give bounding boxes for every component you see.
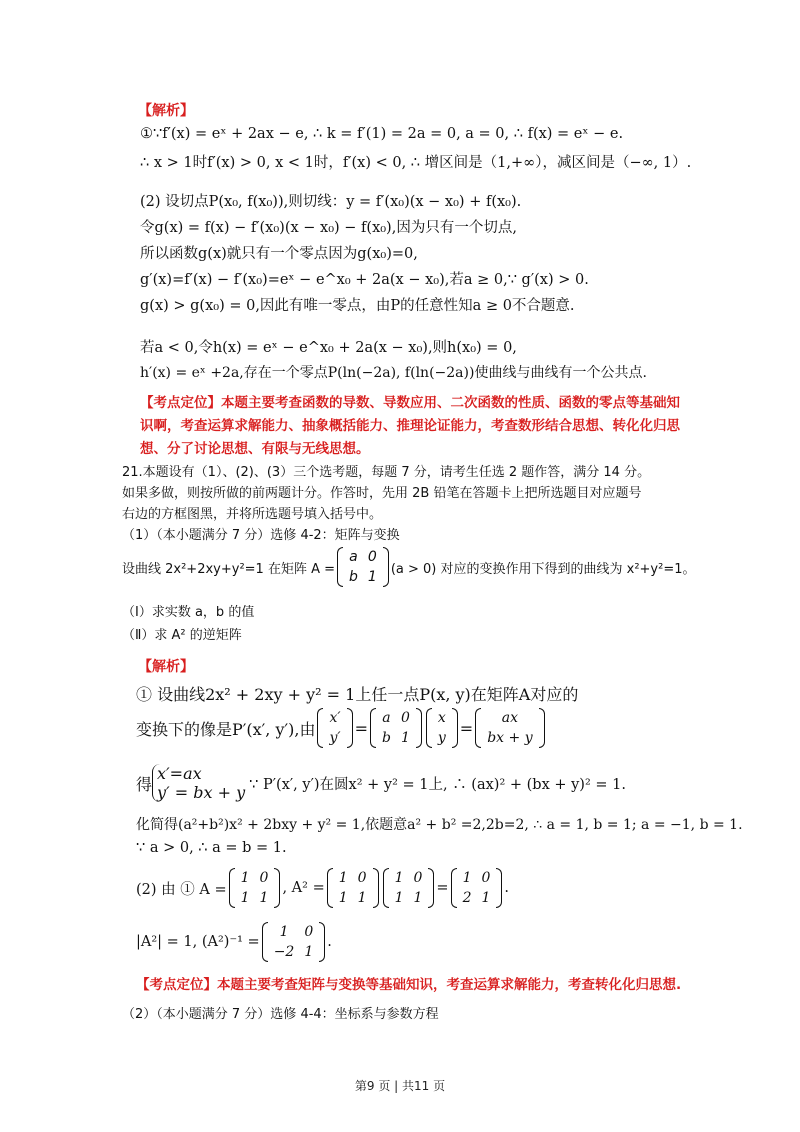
solution-line — [136, 868, 509, 908]
solution-header: 【解析】 — [138, 103, 194, 119]
matrix-cell: y′ — [329, 730, 341, 746]
solution-line — [136, 708, 547, 748]
problem-prefix: 设曲线 2x²+2xy+y²=1 在矩阵 A = — [122, 561, 336, 577]
matrix-cell: 0 — [413, 870, 423, 886]
solution-line: (2) 设切点P(x₀, f(x₀)),则切线：y = f′(x₀)(x − x₀) + f(x₀). — [140, 194, 522, 210]
equals-sign: = — [436, 880, 449, 896]
matrix-cell: y — [437, 730, 446, 746]
period: . — [327, 934, 332, 950]
matrix-A — [337, 547, 389, 587]
period: . — [504, 880, 510, 896]
sub-question: （Ⅰ）求实数 a，b 的值 — [122, 605, 255, 620]
matrix-cell: 1 — [357, 890, 367, 906]
matrix-cell: b — [381, 730, 391, 746]
matrix-A — [383, 868, 435, 908]
focus-note: 【考点定位】本题主要考查函数的导数、导数应用、二次函数的性质、函数的零点等基础知 — [140, 395, 680, 411]
matrix-cell: 1 — [400, 730, 410, 746]
equals-sign: = — [354, 718, 368, 738]
line-prefix: 变换下的像是P′(x′, y′),由 — [136, 719, 316, 739]
matrix-cell: 1 — [338, 870, 348, 886]
solution-line: 化简得(a²+b²)x² + 2bxy + y² = 1,依题意a² + b² =2,2b=2, ∴ a = 1, b = 1; a = −1, b = 1. — [136, 817, 743, 833]
equation-system — [152, 764, 245, 802]
matrix-A — [327, 868, 379, 908]
focus-note: 想、分了讨论思想、有限与无线思想。 — [140, 441, 370, 457]
matrix-cell: 1 — [259, 890, 269, 906]
line-prefix: 得 — [136, 774, 153, 794]
matrix-xy — [426, 708, 458, 748]
question-text: 如果多做，则按所做的前两题计分。作答时，先用 2B 铅笔在答题卡上把所选题目对应题号 — [122, 486, 642, 501]
line-prefix: (2) 由 ① A = — [136, 881, 227, 898]
matrix-cell: 1 — [394, 870, 404, 886]
matrix-cell: 0 — [259, 870, 269, 886]
matrix-cell: 1 — [462, 870, 472, 886]
solution-line: ∴ x > 1时f′(x) > 0, x < 1时，f′(x) < 0, ∴ 增区间是（1,+∞），减区间是（−∞, 1）. — [140, 155, 692, 171]
solution-line: g′(x)=f′(x) − f′(x₀)=eˣ − e^x₀ + 2a(x − x₀),若a ≥ 0,∵ g′(x) > 0. — [140, 272, 589, 288]
matrix-cell: 1 — [481, 890, 491, 906]
matrix-cell: ax — [501, 710, 519, 726]
matrix-cell: bx + y — [487, 730, 533, 746]
matrix-cell: 1 — [240, 890, 250, 906]
matrix-cell: 1 — [367, 569, 377, 585]
matrix-cell: −2 — [273, 944, 295, 960]
matrix-cell: 0 — [400, 710, 410, 726]
matrix-cell: a — [382, 710, 391, 726]
matrix-cell: 1 — [240, 870, 250, 886]
solution-line: h′(x) = eˣ +2a,存在一个零点P(ln(−2a), f(ln(−2a))使曲线与曲线有一个公共点. — [140, 365, 647, 381]
part-title: （2）（本小题满分 7 分）选修 4-4：坐标系与参数方程 — [122, 1007, 439, 1022]
matrix-cell: 1 — [304, 944, 314, 960]
matrix-cell: 0 — [357, 870, 367, 886]
solution-line: 所以函数g(x)就只有一个零点因为g(x₀)=0, — [140, 246, 418, 262]
solution-line: ① 设曲线2x² + 2xy + y² = 1上任一点P(x, y)在矩阵A对应的 — [136, 685, 579, 704]
matrix-cell: x — [437, 710, 446, 726]
matrix-cell: x′ — [329, 710, 341, 726]
matrix-cell: 0 — [481, 870, 491, 886]
sub-question: （Ⅱ）求 A² 的逆矩阵 — [122, 628, 242, 643]
solution-line: 若a < 0,令h(x) = eˣ − e^x₀ + 2a(x − x₀),则h(x₀) = 0, — [140, 340, 517, 356]
solution-line: g(x) > g(x₀) = 0,因此有唯一零点，由P的任意性知a ≥ 0不合题意. — [140, 298, 575, 314]
matrix-inverse — [262, 922, 326, 962]
equals-sign: = — [459, 718, 474, 738]
line-prefix: |A²| = 1, (A²)⁻¹ = — [136, 934, 260, 950]
focus-note: 【考点定位】本题主要考查矩阵与变换等基础知识，考查运算求解能力，考查转化化归思想. — [136, 977, 682, 993]
line-mid: , A² = — [282, 880, 325, 896]
matrix-cell: 2 — [462, 890, 472, 906]
matrix-ab — [370, 708, 422, 748]
focus-note: 识啊，考查运算求解能力、抽象概括能力、推理论证能力，考查数形结合思想、转化化归思 — [140, 418, 680, 434]
solution-header: 【解析】 — [138, 659, 194, 675]
part-title: （1）（本小题满分 7 分）选修 4-2：矩阵与变换 — [122, 528, 400, 543]
problem-suffix: (a > 0) 对应的变换作用下得到的曲线为 x²+y²=1。 — [390, 561, 696, 577]
matrix-cell: a — [349, 549, 358, 565]
problem-statement — [122, 547, 696, 587]
equation: y′ = bx + y — [157, 783, 246, 802]
matrix-A-squared — [451, 868, 503, 908]
matrix-cell: 0 — [304, 924, 314, 940]
solution-line — [136, 922, 332, 962]
matrix-cell: 1 — [338, 890, 348, 906]
matrix-cell: b — [349, 569, 358, 585]
matrix-cell: 1 — [413, 890, 423, 906]
solution-line — [136, 764, 626, 802]
solution-line: ∵ a > 0, ∴ a = b = 1. — [136, 840, 287, 856]
solution-line: 令g(x) = f(x) − f′(x₀)(x − x₀) − f(x₀),因为只有一个切点, — [140, 220, 517, 236]
matrix-A — [229, 868, 281, 908]
matrix-result — [475, 708, 544, 748]
page-footer: 第9 页 | 共11 页 — [354, 1079, 446, 1093]
matrix-xy-prime — [317, 708, 352, 748]
question-text: 右边的方框图黑，并将所选题号填入括号中。 — [122, 507, 383, 522]
solution-line: ①∵f′(x) = eˣ + 2ax − e, ∴ k = f′(1) = 2a = 0, a = 0, ∴ f(x) = eˣ − e. — [140, 126, 624, 142]
matrix-cell: 1 — [394, 890, 404, 906]
question-text: 21.本题设有（1）、(2)、(3）三个选考题，每题 7 分，请考生任选 2 题作答，满分 14 分。 — [122, 465, 651, 480]
line-suffix: ∵ P′(x′, y′)在圆x² + y² = 1上, ∴ (ax)² + (bx + y)² = 1. — [249, 776, 626, 793]
matrix-cell: 0 — [367, 549, 377, 565]
matrix-cell: 1 — [279, 924, 289, 940]
equation: x′=ax — [157, 764, 202, 783]
